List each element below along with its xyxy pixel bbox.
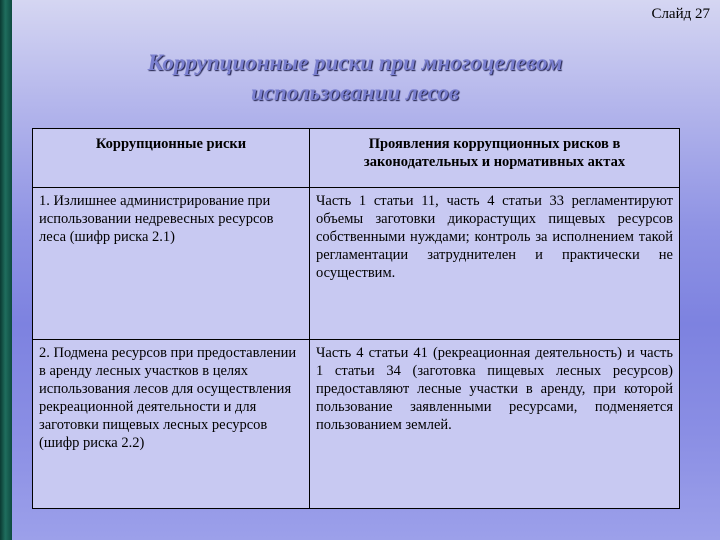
header-manifestations: Проявления коррупционных рисков в законодательных и нормативных актах (310, 129, 680, 188)
table-header-row (33, 129, 680, 188)
table-row (33, 188, 680, 340)
table-row (33, 340, 680, 509)
left-accent-bar (0, 0, 12, 540)
manifestation-cell: Часть 1 статьи 11, часть 4 статьи 33 регламентируют объемы заготовки дикорастущих пищевых ресурсов собственными нуждами; контроль за исполнением такой регламентации затруднителен и практически не осуществим. (310, 188, 680, 340)
slide-title-line-2: использовании лесов (250, 80, 460, 105)
slide-title (60, 48, 650, 108)
slide-title-line-1: Коррупционные риски при многоцелевом (147, 50, 563, 75)
risk-table (32, 128, 680, 509)
risk-cell: 1. Излишнее администрирование при использовании недревесных ресурсов леса (шифр риска 2.1) (33, 188, 310, 340)
header-risks: Коррупционные риски (33, 129, 310, 188)
manifestation-cell: Часть 4 статьи 41 (рекреационная деятельность) и часть 1 статьи 34 (заготовка пищевых лесных ресурсов) предоставляют лесные участки в аренду, при которой пользование заявленными ресурсами, подменяется пользованием землей. (310, 340, 680, 509)
slide-number: Слайд 27 (651, 6, 710, 22)
risk-cell: 2. Подмена ресурсов при предоставлении в аренду лесных участков в целях использования лесов для осуществления рекреационной деятельности и для заготовки пищевых лесных ресурсов (шифр риска 2.2) (33, 340, 310, 509)
